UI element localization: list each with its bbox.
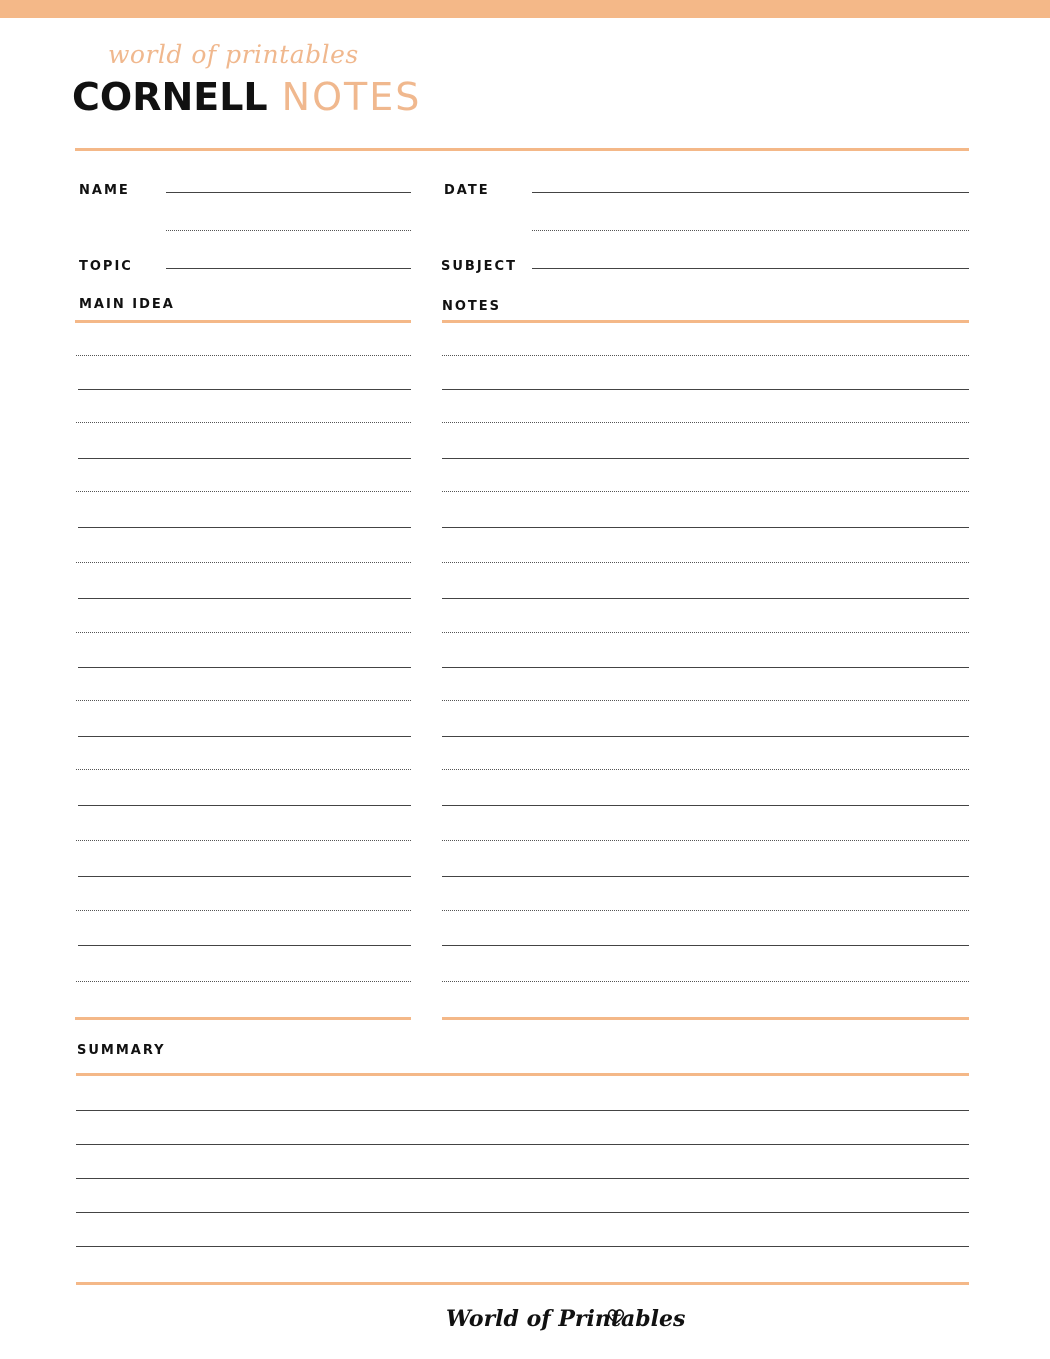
notes-writing-line[interactable] <box>442 422 969 423</box>
main-idea-writing-line[interactable] <box>78 458 411 459</box>
summary-bottom-divider <box>76 1282 969 1285</box>
main-idea-writing-line[interactable] <box>76 562 411 563</box>
main-idea-writing-line[interactable] <box>76 422 411 423</box>
topic-label: TOPIC <box>79 259 133 274</box>
notes-writing-line[interactable] <box>442 598 969 599</box>
main-idea-writing-line[interactable] <box>76 840 411 841</box>
main-idea-label: MAIN IDEA <box>79 297 175 312</box>
topic-field-line[interactable] <box>166 268 411 269</box>
notes-divider <box>442 320 969 323</box>
notes-writing-line[interactable] <box>442 876 969 877</box>
notes-writing-line[interactable] <box>442 981 969 982</box>
notes-writing-line[interactable] <box>442 805 969 806</box>
title-cornell: CORNELL <box>72 75 268 119</box>
main-idea-divider <box>75 320 411 323</box>
main-idea-writing-line[interactable] <box>76 769 411 770</box>
main-idea-writing-line[interactable] <box>78 667 411 668</box>
summary-writing-line[interactable] <box>76 1212 969 1213</box>
main-idea-writing-line[interactable] <box>78 805 411 806</box>
date-label: DATE <box>444 183 490 198</box>
main-idea-writing-line[interactable] <box>76 355 411 356</box>
notes-writing-line[interactable] <box>442 700 969 701</box>
main-idea-writing-line[interactable] <box>78 527 411 528</box>
notes-bottom-divider <box>442 1017 969 1020</box>
notes-writing-line[interactable] <box>442 910 969 911</box>
brand-script-text: world of printables <box>108 40 359 69</box>
summary-divider <box>76 1073 969 1076</box>
subject-field-line[interactable] <box>532 268 969 269</box>
notes-writing-line[interactable] <box>442 491 969 492</box>
subject-label: SUBJECT <box>441 259 517 274</box>
notes-writing-line[interactable] <box>442 632 969 633</box>
main-idea-writing-line[interactable] <box>76 632 411 633</box>
notes-writing-line[interactable] <box>442 562 969 563</box>
page-title <box>72 74 421 120</box>
notes-writing-line[interactable] <box>442 945 969 946</box>
notes-writing-line[interactable] <box>442 667 969 668</box>
main-idea-writing-line[interactable] <box>76 981 411 982</box>
top-accent-bar <box>0 0 1050 18</box>
notes-writing-line[interactable] <box>442 769 969 770</box>
date-field-line[interactable] <box>532 192 969 193</box>
summary-writing-line[interactable] <box>76 1178 969 1179</box>
main-idea-writing-line[interactable] <box>76 910 411 911</box>
notes-writing-line[interactable] <box>442 736 969 737</box>
summary-writing-line[interactable] <box>76 1144 969 1145</box>
footer-logo: World of Printables <box>446 1306 686 1332</box>
main-idea-writing-line[interactable] <box>78 736 411 737</box>
name-label: NAME <box>79 183 130 198</box>
date-field-line-2[interactable] <box>532 230 969 231</box>
title-notes: NOTES <box>281 75 422 119</box>
main-idea-writing-line[interactable] <box>78 389 411 390</box>
name-field-line[interactable] <box>166 192 411 193</box>
summary-label: SUMMARY <box>77 1043 166 1058</box>
notes-writing-line[interactable] <box>442 389 969 390</box>
heart-icon <box>606 1306 626 1326</box>
header-divider <box>75 148 969 151</box>
summary-writing-line[interactable] <box>76 1110 969 1111</box>
name-field-line-2[interactable] <box>166 230 411 231</box>
main-idea-writing-line[interactable] <box>76 491 411 492</box>
notes-label: NOTES <box>442 299 502 314</box>
summary-writing-line[interactable] <box>76 1246 969 1247</box>
main-idea-writing-line[interactable] <box>78 945 411 946</box>
notes-writing-line[interactable] <box>442 355 969 356</box>
main-idea-writing-line[interactable] <box>78 598 411 599</box>
main-idea-bottom-divider <box>75 1017 411 1020</box>
main-idea-writing-line[interactable] <box>78 876 411 877</box>
main-idea-writing-line[interactable] <box>76 700 411 701</box>
notes-writing-line[interactable] <box>442 458 969 459</box>
notes-writing-line[interactable] <box>442 840 969 841</box>
notes-writing-line[interactable] <box>442 527 969 528</box>
